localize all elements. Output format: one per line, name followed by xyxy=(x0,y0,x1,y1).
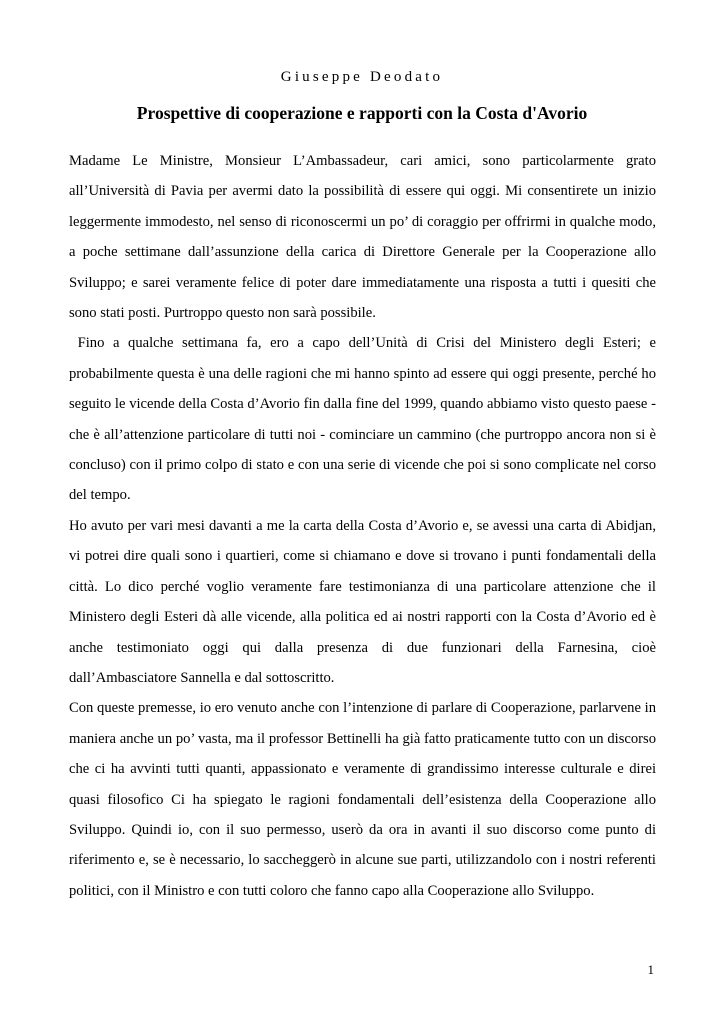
author-name: Giuseppe Deodato xyxy=(280,69,444,85)
paragraph: Con queste premesse, io ero venuto anche con l’intenzione di parlare di Cooperazione, parlarvene in maniera anche un po’ vasta, ma il professor Bettinelli ha già fatto praticamente tutto con un discorso che ci ha avvinti tutti quanti, appassionato e veramente di grandissimo interesse culturale e direi quasi filosofico Ci ha spiegato le ragioni fondamentali dell’esistenza della Cooperazione allo Sviluppo. Quindi io, con il suo permesso, userò da ora in avanti il suo discorso come punto di riferimento e, se è necessario, lo saccheggerò in alcune sue parti, utilizzandolo con i nostri referenti politici, con il Ministro e con tutti coloro che fanno capo alla Cooperazione allo Sviluppo. xyxy=(69,700,656,899)
paragraph: Ho avuto per vari mesi davanti a me la carta della Costa d’Avorio e, se avessi una carta di Abidjan, vi potrei dire quali sono i quartieri, come si chiamano e dove si trovano i punti fondamentali della città. Lo dico perché voglio veramente fare testimonianza di una particolare attenzione che il Ministero degli Esteri dà alle vicende, alla politica ed ai nostri rapporti con la Costa d’Avorio ed è anche testimoniato oggi qui dalla presenza di due funzionari della Farnesina, cioè dall’Ambasciatore Sannella e dal sottoscritto. xyxy=(69,517,656,686)
document-title: Prospettive di cooperazione e rapporti con la Costa d'Avorio xyxy=(136,103,588,123)
body-text xyxy=(69,146,660,906)
paragraph: Madame Le Ministre, Monsieur L’Ambassadeur, cari amici, sono particolarmente grato all’Università di Pavia per avermi dato la possibilità di essere qui oggi. Mi consentirete un inizio leggermente immodesto, nel senso di riconoscermi un po’ di coraggio per offrirmi in qualche modo, a poche settimane dall’assunzione della carica di Direttore Generale per la Cooperazione allo Sviluppo; e sarei veramente felice di poter dare immediatamente una risposta a tutti i quesiti che sono stati posti. Purtroppo questo non sarà possibile. xyxy=(69,153,656,322)
paragraph: Fino a qualche settimana fa, ero a capo dell’Unità di Crisi del Ministero degli Esteri; e probabilmente questa è una delle ragioni che mi hanno spinto ad essere qui oggi presente, perché ho seguito le vicende della Costa d’Avorio fin dalla fine del 1999, quando abbiamo visto questo paese - che è all’attenzione particolare di tutti noi - cominciare un cammino (che purtroppo ancora non si è concluso) con il primo colpo di stato e con una serie di vicende che poi si sono complicate nel corso del tempo. xyxy=(69,335,660,504)
page-number: 1 xyxy=(647,962,654,977)
